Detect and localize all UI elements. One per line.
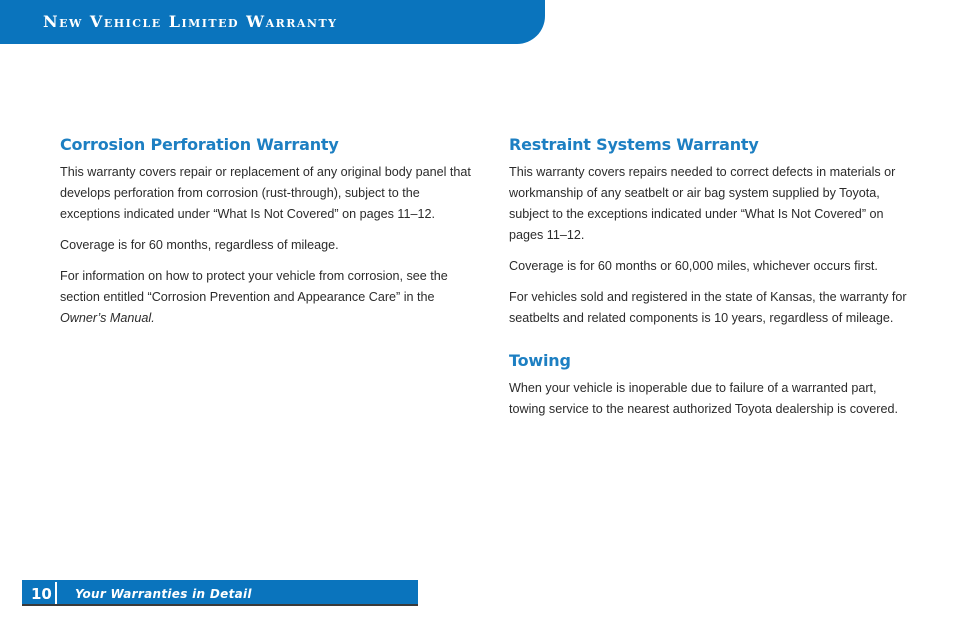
- corrosion-paragraph-2: Coverage is for 60 months, regardless of mileage.: [60, 238, 339, 252]
- corrosion-paragraph-1: This warranty covers repair or replacement of any original body panel that develops perforation from corrosion (rust-through), subject to the exceptions indicated under “What Is Not Covered” on pages 11–12.: [60, 165, 471, 221]
- restraint-paragraph-2: Coverage is for 60 months or 60,000 miles, whichever occurs first.: [509, 259, 878, 273]
- towing-heading: Towing: [509, 351, 571, 370]
- towing-paragraph-1: When your vehicle is inoperable due to failure of a warranted part, towing service to the nearest authorized Toyota dealership is covered.: [509, 381, 898, 416]
- restraint-heading: Restraint Systems Warranty: [509, 135, 759, 154]
- restraint-section: [509, 135, 909, 430]
- footer-section-label: Your Warranties in Detail: [75, 587, 252, 601]
- corrosion-heading: Corrosion Perforation Warranty: [60, 135, 339, 154]
- corrosion-paragraph-3-text: For information on how to protect your vehicle from corrosion, see the section entitled “Corrosion Prevention and Appearance Care” in the: [60, 269, 448, 304]
- restraint-paragraph-1: This warranty covers repairs needed to correct defects in materials or workmanship of any seatbelt or air bag system supplied by Toyota, subject to the exceptions indicated under “What Is Not Covered” on pages 11–12.: [509, 165, 896, 242]
- corrosion-section: [60, 135, 480, 339]
- owners-manual-reference: Owner’s Manual.: [60, 311, 155, 325]
- restraint-paragraph-3: For vehicles sold and registered in the state of Kansas, the warranty for seatbelts and related components is 10 years, regardless of mileage.: [509, 290, 907, 325]
- page-title: New Vehicle Limited Warranty: [43, 12, 338, 31]
- page-number: 10: [31, 585, 52, 603]
- corrosion-paragraph-3: [60, 266, 480, 329]
